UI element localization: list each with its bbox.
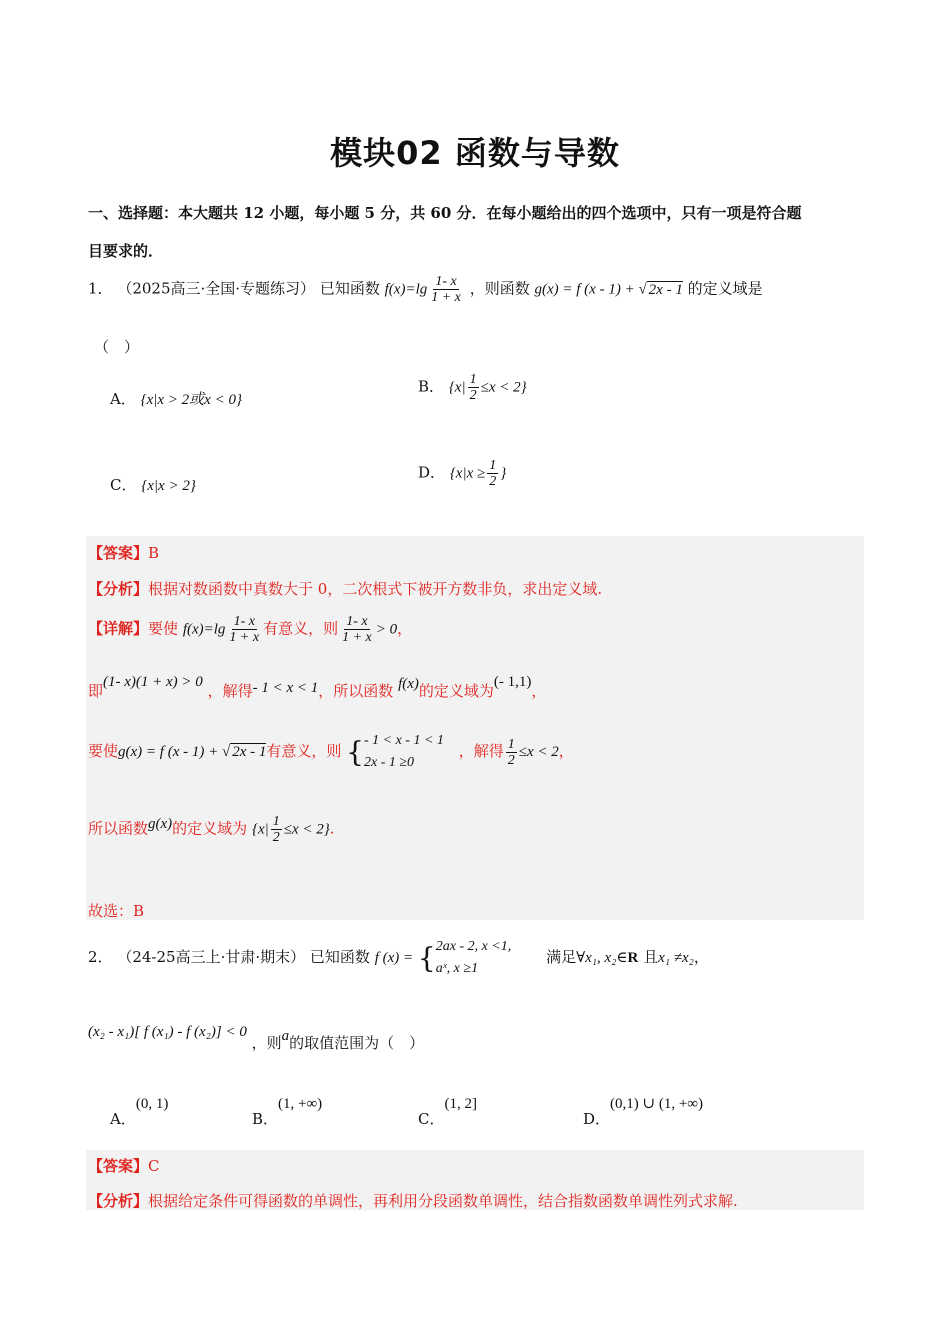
frac-num: 1- x (233, 614, 255, 629)
detail-text: ， (531, 682, 547, 700)
piecewise-row: 2ax - 2, x <1, (435, 939, 512, 954)
option-value: {x| (448, 379, 466, 396)
q1-analysis (88, 578, 602, 599)
option-label: A． (110, 1110, 136, 1128)
detail-text: 要使 (148, 619, 179, 638)
option-label: C． (418, 1110, 445, 1128)
q2-stem (88, 936, 709, 980)
detail-text: 即 (88, 682, 104, 700)
detail-tag: 【详解】 (88, 619, 149, 638)
frac-num: 1 (272, 814, 280, 829)
q1-text: 的定义域是 (687, 279, 763, 298)
q2-math: ∀x₁, x₂∈ (576, 950, 628, 966)
q2-math: R (627, 950, 639, 966)
q2-option-a (110, 1092, 169, 1128)
section-heading-line2: 目要求的． (88, 242, 164, 260)
q1-detail-line1 (88, 614, 412, 645)
frac-den: 2 (489, 474, 497, 489)
detail-sqrt: 2x - 1 (232, 744, 267, 760)
q2-source: （24-25高三上·甘肃·期末） (117, 948, 306, 966)
q2-option-c (418, 1092, 477, 1128)
q1-text: ，则函数 (469, 279, 530, 298)
option-value: } (500, 465, 507, 482)
detail-math: f(x) (398, 676, 419, 692)
q1-fraction (429, 274, 463, 305)
option-value: (0,1) ∪ (1, +∞) (610, 1096, 703, 1112)
q1-number: 1． (88, 279, 113, 298)
option-label: B． (252, 1110, 279, 1128)
detail-text: ，所以函数 (318, 682, 394, 700)
analysis-tag: 【分析】 (88, 1192, 149, 1210)
frac-num: 1 (469, 372, 477, 387)
answer-tag: 【答案】 (88, 544, 149, 562)
q1-detail-line2 (88, 674, 547, 701)
q1-option-b (418, 372, 527, 403)
detail-text: ， (397, 619, 413, 638)
detail-fraction (506, 737, 517, 768)
detail-math: f(x)=lg (182, 621, 226, 638)
q1-answer (88, 542, 159, 563)
q1-option-c (110, 474, 196, 495)
q2-text: 满足 (546, 948, 577, 966)
page-title: 模块02 函数与导数 (330, 134, 620, 172)
option-value: (1, +∞) (278, 1096, 323, 1112)
detail-math: g(x) (148, 815, 173, 832)
q2-text: 且 (643, 948, 659, 966)
detail-fraction (340, 614, 374, 645)
option-value: {x|x > 2或x < 0} (140, 392, 242, 408)
frac-den: 1 + x (342, 630, 372, 645)
detail-math: > 0 (375, 621, 398, 638)
answer-tag: 【答案】 (88, 1157, 149, 1175)
q2-answer (88, 1155, 160, 1176)
frac-den: 1 + x (229, 630, 260, 645)
option-label: A． (110, 390, 136, 408)
q2-option-b (252, 1092, 323, 1128)
piecewise-row: aˣ, x ≥1 (435, 961, 479, 976)
answer-value: B (148, 544, 160, 562)
q2-math: (x₂ - x₁)[ f (x₁) - f (x₂)] < 0 (88, 1024, 247, 1040)
section-heading-line1: 一、选择题：本大题共 12 小题，每小题 5 分，共 60 分．在每小题给出的四个选项中，只有一项是符合题 (88, 204, 802, 222)
option-value: {x|x ≥ (449, 465, 486, 482)
detail-fraction (227, 614, 261, 645)
option-fraction (468, 372, 479, 403)
option-value: (1, 2] (444, 1096, 477, 1112)
frac-num: 1 (507, 736, 515, 752)
detail-text: 有意义，则 (263, 619, 339, 638)
q2-text: 已知函数 (309, 948, 370, 966)
q1-option-a (110, 388, 242, 409)
q2-math: a (281, 1028, 290, 1044)
left-brace: { (346, 735, 364, 769)
analysis-tag: 【分析】 (88, 580, 149, 598)
detail-math: g(x) = f (x - 1) + (118, 744, 222, 760)
frac-den: 2 (469, 388, 477, 403)
detail-system (364, 730, 444, 774)
q2-stem-line2 (88, 1024, 425, 1053)
q1-paren: （ ） (94, 338, 140, 356)
detail-text: . (329, 819, 335, 838)
q2-text: ，则 (251, 1034, 282, 1052)
detail-text: 的定义域为 (418, 682, 494, 700)
analysis-text: 根据对数函数中真数大于 0，二次根式下被开方数非负，求出定义域. (148, 580, 603, 598)
q1-sqrt: 2x - 1 (648, 281, 683, 298)
answer-value: C (148, 1157, 160, 1175)
q1-frac-den: 1 + x (431, 290, 461, 305)
detail-math: (1- x)(1 + x) > 0 (103, 674, 203, 690)
q1-frac-num: 1- x (435, 274, 457, 289)
q2-analysis (88, 1190, 738, 1211)
frac-den: 2 (272, 830, 280, 845)
detail-math: ≤x < 2 (518, 744, 559, 760)
detail-fraction (271, 814, 282, 845)
detail-text: 所以函数 (88, 819, 149, 838)
detail-math: - 1 < x < 1 (252, 680, 319, 696)
system-row: - 1 < x - 1 < 1 (363, 733, 444, 748)
detail-text: 有意义，则 (266, 742, 342, 760)
q2-f-expr: f (x) = (374, 950, 414, 966)
q2-text: ， (693, 948, 709, 966)
q2-number: 2． (88, 948, 113, 966)
q1-detail-line4 (88, 814, 335, 845)
option-value: (0, 1) (135, 1096, 169, 1112)
option-fraction (487, 458, 498, 489)
detail-text: 的定义域为 (172, 819, 248, 838)
option-label: B． (418, 377, 445, 396)
q1-detail-line3: 要使g(x) = f (x - 1) + √ 2x - 1有意义，则 { - 1 < x - 1 < 1 2x - 1 ≥0 ，解得 $\frac{1}{2}$ ≤x < 2， (88, 730, 574, 774)
frac-num: 1 (489, 458, 497, 473)
q1-g-expr: g(x) = f (x - 1) + (534, 281, 639, 298)
analysis-text: 根据给定条件可得函数的单调性，再利用分段函数单调性，结合指数函数单调性列式求解. (148, 1192, 738, 1210)
detail-text: ，解得 (458, 742, 504, 760)
option-value: ≤x < 2} (480, 379, 527, 396)
q1-option-d (418, 458, 506, 489)
option-label: D． (418, 463, 446, 482)
option-label: D． (583, 1110, 611, 1128)
q1-stem: 1． （2025高三·全国·专题练习） 已知函数 f(x)=lg $\frac{1- x}{1 + x}$ ，则函数 g(x) = f (x - 1) + √ 2x - 1 的定义域是 (88, 274, 763, 305)
detail-text: ，解得 (207, 682, 253, 700)
left-brace: { (417, 941, 436, 975)
detail-math: (- 1,1) (493, 674, 532, 690)
detail-math: ≤x < 2} (283, 821, 330, 838)
detail-text: 要使 (88, 742, 119, 760)
q2-option-d (583, 1092, 703, 1128)
q2-piecewise (436, 936, 512, 980)
detail-text: ， (558, 742, 574, 760)
option-label: C． (110, 476, 137, 494)
q2-text: 的取值范围为（ ） (289, 1034, 425, 1052)
q1-choose: 故选：B (88, 902, 145, 920)
option-value: {x|x > 2} (141, 478, 196, 494)
frac-num: 1- x (346, 614, 368, 629)
detail-math: {x| (251, 821, 269, 838)
q1-f-expr: f(x)=lg (384, 281, 428, 298)
frac-den: 2 (507, 752, 515, 768)
q2-math: x₁ ≠x₂ (658, 950, 694, 966)
system-row: 2x - 1 ≥0 (363, 755, 415, 770)
q1-text: 已知函数 (319, 279, 380, 298)
q1-source: （2025高三·全国·专题练习） (117, 279, 316, 298)
